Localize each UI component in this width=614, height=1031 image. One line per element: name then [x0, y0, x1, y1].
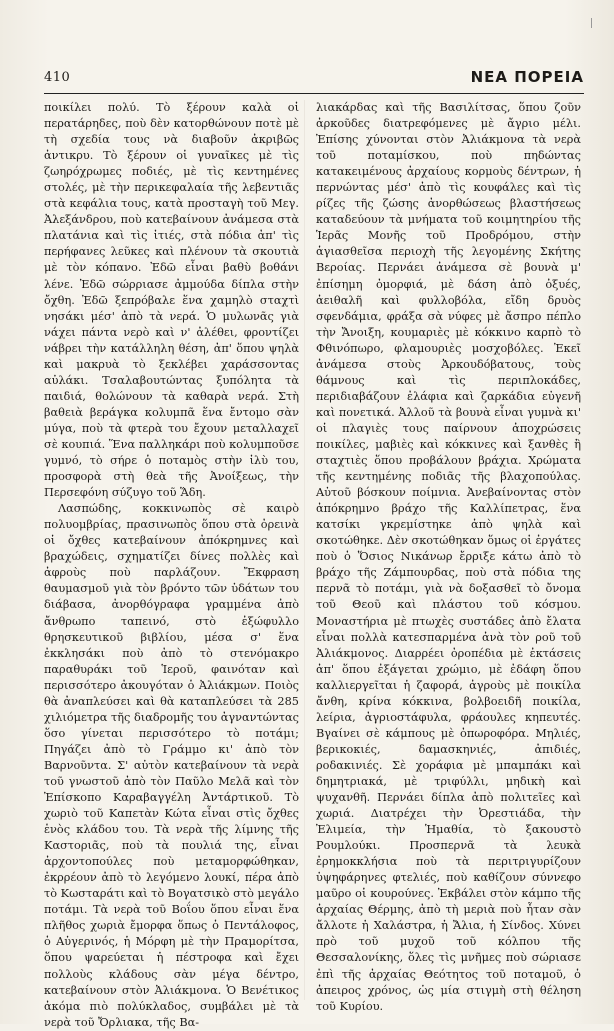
- journal-title: ΝΕΑ ΠΟΡΕΙΑ: [470, 68, 584, 86]
- page-edge-mark: [591, 18, 592, 28]
- page-number: 410: [44, 70, 71, 85]
- left-column: [44, 100, 299, 1029]
- running-header: [44, 66, 584, 92]
- left-paragraph-2: Λασπώδης, κοκκινωπὸς σὲ καιρὸ πολυομβρίας, πρασινωπὸς ὅπου στὰ ὀρεινὰ οἱ ὄχθες κατεβαίνουν ἀπόκρημνες καὶ βραχώδεις, σχηματίζει δίνες πολλὲς καὶ ἀφροὺς ποὺ παρλάζουν. Ἔκφραση θαυμασμοῦ γιὰ τὸν βρόντο τῶν ὑδάτων του διάβασα, ἀνορθόγραφα γραμμένα ἀπὸ ἄνθρωπο ταπεινό, στὸ ἐξώφυλλο θρησκευτικοῦ βιβλίου, μέσα σ' ἕνα ἐκκλησάκι ποὺ ἀπὸ τὸ στενόμακρο παραθυράκι τοῦ Ἱεροῦ, φαινόταν καὶ περισσότερο ἀκουγόταν ὁ Ἀλιάκμων. Ποιὸς θὰ ἀναπλεύσει καὶ θὰ καταπλεύσει τὰ 285 χιλιόμετρα τῆς διαδρομῆς του ἀγναντώντας ὅσο γίνεται περισσότερο τὸ ποτάμι; Πηγάζει ἀπὸ τὸ Γράμμο κι' ἀπὸ τὸν Βαρνοῦντα. Σ' αὐτὸν κατεβαίνουν τὰ νερὰ τοῦ γνωστοῦ ἀπὸ τὸν Παῦλο Μελᾶ καὶ τὸν Ἐπίσκοπο Καραβαγγέλη Ἀντάρτικοῦ. Τὸ χωριὸ τοῦ Καπετὰν Κώτα εἶναι στὶς ὄχθες ἑνὸς κλάδου του. Τὰ νερὰ τῆς λίμνης τῆς Καστοριᾶς, ποὺ τὰ πουλιά της, εἶναι ἀρχοντοπούλες ποὺ μεταμορφώθηκαν, ἐκρρέουν ἀπὸ τὸ λεγόμενο λουκί, πέρα ἀπὸ τὸ Κωσταράτι καὶ τὸ Βογατσικὸ στὸ μεγάλο ποτάμι. Τὰ νερὰ τοῦ Βοΐου ὅπου εἶναι ἕνα πλῆθος χωριὰ ἔμορφα ὅπως ὁ Πεντάλοφος, ὁ Αὐγερινός, ἡ Μόρφη μὲ τὴν Πραμορίτσα, ὅπου ψαρεύεται ἡ πέστροφα καὶ ἔχει πολλοὺς κλάδους σὰν μέγα δέντρο, κατεβαίνουν στὸν Ἀλιάκμονα. Ὁ Βενέτικος ἀκόμα πιὸ πολύκλαδος, συμβάλει μὲ τὰ νερὰ τοῦ Ὄρλιακα, τῆς Βα-: [44, 502, 299, 1029]
- column-gutter: [304, 100, 305, 1000]
- header-rule: [44, 93, 584, 94]
- right-column: [316, 100, 581, 1013]
- right-paragraph-1: λιακάρδας καὶ τῆς Βασιλίτσας, ὅπου ζοῦν ἀρκοῦδες διατρεφόμενες μὲ ἄγριο μέλι. Ἐπίσης χύνονται στὸν Ἀλιάκμονα τὰ νερὰ τοῦ ποταμίσκου, ποὺ πηδώντας κατακειμένους ἀρχαίους κορμοὺς δέντρων, ἡ περνώντας μέσ' ἀπὸ τὶς κουφάλες καὶ τὶς ρίζες τῆς ζώσης ἀνορθώσεως βλαστήσεως καταδεύουν τὰ μνήματα τοῦ κοιμητηρίου τῆς Ἱερᾶς Μονῆς τοῦ Προδρόμου, στὴν ἁγιασθεῖσα περιοχὴ τῆς λεγομένης Σκήτης Βεροίας. Περνάει ἀνάμεσα σὲ βουνὰ μ' ἐπίσημη ὀμορφιά, μὲ δάση ἀπὸ ὀξυές, ἀειθαλῆ καὶ φυλλοβόλα, εἴδη δρυὸς σφενδάμια, φράξα σὰ νύφες μὲ ἄσπρο πέπλο τὴν Ἄνοιξη, κουμαριὲς μὲ κόκκινο καρπὸ τὸ Φθινόπωρο, φλαμουριὲς μοσχοβόλες. Ἐκεῖ ἀνάμεσα στοὺς Ἀρκουδόβατους, τοὺς θάμνους καὶ τὶς περιπλοκάδες, περιδιαβάζουν ἐλάφια καὶ ζαρκάδια εὐγενῆ καὶ πονετικά. Ἀλλοῦ τὰ βουνὰ εἶναι γυμνὰ κι' οἱ πλαγιὲς τους παίρνουν ἀποχρώσεις ποικίλες, μαβιὲς καὶ κόκκινες καὶ ξανθὲς ἢ σταχτιὲς ὅπου προβάλουν βράχια. Χρώματα τῆς κεντημένης ποδιᾶς τῆς βλαχοπούλας. Αὐτοῦ βόσκουν ποίμνια. Ἀνεβαίνοντας στὸν ἀπόκρημνο βράχο τῆς Καλλίπετρας, ἕνα κατσίκι γκρεμίστηκε ἀπὸ ψηλὰ καὶ σκοτώθηκε. Δὲν σκοτώθηκαν ὅμως οἱ ἐργάτες ποὺ ὁ Ὅσιος Νικάνωρ ἔρριξε κάτω ἀπὸ τὸ βράχο τῆς Ζάμπουρδας, ποὺ στὰ πόδια της περνᾶ τὸ ποτάμι, γιὰ νὰ δοξασθεῖ τὸ ὄνομα τοῦ Θεοῦ καὶ πλάστου τοῦ κόσμου. Μοναστήρια μὲ πτωχὲς συστάδες ἀπὸ ἔλατα εἶναι πολλὰ κατεσπαρμένα ἀνὰ τὸν ροῦ τοῦ Ἀλιάκμονος. Διαρρέει ὀροπέδια μὲ ἐκτάσεις ἀπ' ὅπου ἐξάγεται χρώμιο, μὲ ἐδάφη ὅπου καλλιεργεῖται ἡ ζαφορά, ἀγροὺς μὲ ποικίλα ἄνθη, κρίνα κόκκινα, βολβοειδῆ ποικίλα, λείρια, ἀγριοστάφυλα, φράουλες κηπευτές. Βγαίνει σὲ κάμπους μὲ ὀπωροφόρα. Μηλιές, βερικοκιές, δαμασκηνιές, ἀπιδιές, ροδακινιές. Σὲ χοράφια μὲ μπαμπάκι καὶ δημητριακά, μὲ τριφύλλι, μηδικὴ καὶ ψυχανθῆ. Περνάει δίπλα ἀπὸ πολιτεῖες καὶ χωριά. Διατρέχει τὴν Ὀρεστιάδα, τὴν Ἐλιμεία, τὴν Ἡμαθία, τὸ ξακουστὸ Ρουμλούκι. Προσπερνᾶ τὰ λευκὰ ἐρημοκκλήσια ποὺ τὰ περιτριγυρίζουν ὑψηφάρηνες φτελιές, ποὺ καθίζουν σύννεφο μαῦρο οἱ κουρούνες. Ἐκβάλει στὸν κάμπο τῆς ἀρχαίας Θέρμης, ἀπὸ τὴ μεριὰ ποὺ ἦταν σὰν ἄλλοτε ἡ Χαλάστρα, ἡ Ἄλια, ἡ Σίνδος. Χύνει πρὸ τοῦ μυχοῦ τοῦ κόλπου τῆς Θεσσαλονίκης, ὅλες τὶς μνῆμες ποὺ σώριασε ἐπὶ τῆς ἀρχαίας Θεότητος τοῦ ποταμοῦ, ὁ ἀπειρος χρόνος, ὡς μία στιγμὴ στὴ θέληση τοῦ Κυρίου.: [316, 101, 581, 1013]
- left-paragraph-1: ποικίλει πολύ. Τὸ ξέρουν καλὰ οἱ περατάρηδες, ποὺ δὲν κατορθώνουν ποτὲ μὲ τὴ σχεδία τους νὰ διαβοῦν ἀκριβῶς ἀντικρυ. Τὸ ξέρουν οἱ γυναῖκες μὲ τὶς ζωηρόχρωμες ποδιές, μὲ τὶς κεντημένες στολές, μὲ τὴν περικεφαλαία τῆς λεβεντιᾶς στὰ κεφάλια τους, κατὰ προσταγὴ τοῦ Μεγ. Ἀλεξάνδρου, ποὺ κατεβαίνουν ἀνάμεσα στὰ πλατάνια καὶ τὶς ἰτιές, στὰ πόδια ἀπ' τὶς περήφανες λεῦκες καὶ πλένουν τὰ σκουτιὰ μὲ τὸν κόπανο. Ἐδῶ εἶναι βαθὺ βοθάνι λένε. Ἐδῶ σώρριασε ἀμμούδα δίπλα στὴν ὄχθη. Ἐδῶ ξεπρόβαλε ἕνα χαμηλὸ σταχτὶ νησάκι μέσ' ἀπὸ τὰ νερά. Ὁ μυλωνᾶς γιὰ νάχει πάντα νερὸ καὶ ν' ἀλέθει, φροντίζει νάβρει τὴν κατάλληλη θέση, ἀπ' ὅπου ψηλὰ καὶ μακρυὰ τὸ ξεκλέβει χαράσσοντας αὐλάκι. Τσαλαβουτώντας ξυπόλητα τὰ παιδιά, θολώνουν τὰ καθαρὰ νερά. Στὴ βαθειὰ βεράγκα κολυμπᾶ ἕνα ἔντομο σὰν μύγα, ποὺ τὰ φτερὰ του ἔχουν μεταλλαχεῖ σὲ κουπιά. Ἕνα παλληκάρι ποὺ κολυμποῦσε γυμνό, τὸ σήρε ὁ ποταμὸς στὴν ἰλὺ του, προσφορὰ στὴ θεὰ τῆς Ἀνοίξεως, τὴν Περσεφόνη σύζυγο τοῦ Ἅδη.: [44, 101, 299, 500]
